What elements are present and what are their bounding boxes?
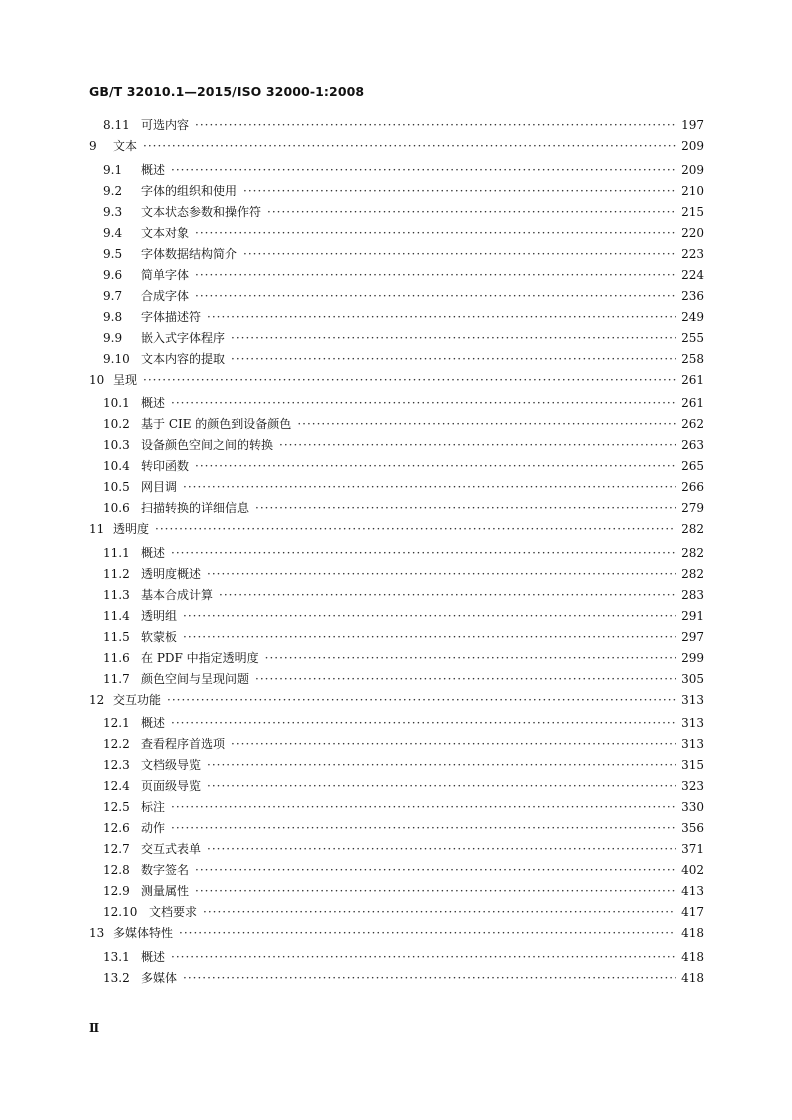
toc-entry-page: 255: [681, 330, 704, 345]
toc-entry-page: 282: [681, 545, 704, 560]
toc-entry-title: 透明度概述: [141, 566, 202, 581]
toc-entry-title: 基于 CIE 的颜色到设备颜色: [141, 417, 292, 432]
toc-entry-number: 12.8: [103, 863, 130, 878]
toc-leader-dots: [231, 352, 676, 366]
toc-entry-number: 9.6: [103, 267, 123, 282]
toc-entry-page: 356: [681, 821, 704, 836]
toc-entry[interactable]: [89, 266, 704, 287]
toc-entry-number: 11.5: [103, 629, 130, 644]
toc-entry-page: 413: [681, 884, 704, 899]
toc-entry-page: 371: [681, 842, 704, 857]
toc-entry-title: 概述: [141, 162, 166, 177]
toc-leader-dots: [207, 310, 676, 324]
toc-leader-dots: [297, 417, 676, 431]
toc-entry-title: 概述: [141, 396, 166, 411]
toc-entry-page: 417: [681, 905, 704, 920]
toc-entry-number: 10: [89, 372, 105, 387]
toc-entry-number: 11: [89, 522, 105, 537]
toc-entry-title: 设备颜色空间之间的转换: [141, 438, 274, 453]
toc-entry[interactable]: [89, 607, 704, 628]
toc-entry[interactable]: [89, 756, 704, 777]
toc-entry-number: 8.11: [103, 118, 130, 132]
toc-entry-number: 12.6: [103, 821, 130, 836]
toc-entry[interactable]: [89, 394, 704, 415]
toc-entry-page: 249: [681, 309, 704, 324]
toc-entry-number: 12.2: [103, 737, 130, 752]
toc-entry-page: 197: [681, 118, 704, 132]
toc-leader-dots: [195, 459, 676, 473]
toc-leader-dots: [203, 905, 676, 919]
toc-entry[interactable]: [89, 436, 704, 457]
toc-entry-number: 9.1: [103, 162, 123, 177]
toc-entry-number: 9.10: [103, 351, 130, 366]
toc-entry-title: 交互式表单: [141, 842, 202, 857]
toc-entry-title: 软蒙板: [141, 629, 178, 644]
toc-entry-title: 概述: [141, 716, 166, 731]
toc-leader-dots: [171, 950, 676, 964]
toc-leader-dots: [179, 926, 676, 940]
toc-entry-page: 210: [681, 183, 704, 198]
toc-entry[interactable]: [89, 544, 704, 565]
toc-entry-title: 嵌入式字体程序: [141, 330, 226, 345]
toc-entry[interactable]: [89, 882, 704, 903]
toc-entry-title: 交互功能: [113, 692, 162, 707]
toc-entry-page: 315: [681, 758, 704, 773]
toc-leader-dots: [195, 226, 676, 240]
toc-entry[interactable]: [89, 371, 704, 395]
toc-entry[interactable]: [89, 499, 704, 520]
toc-leader-dots: [207, 779, 676, 793]
toc-entry[interactable]: [89, 203, 704, 224]
toc-entry-title: 可选内容: [141, 118, 190, 132]
toc-leader-dots: [171, 821, 676, 835]
toc-leader-dots: [279, 438, 676, 452]
toc-entry[interactable]: [89, 182, 704, 203]
toc-entry-number: 10.5: [103, 480, 130, 495]
toc-entry-title: 网目调: [141, 480, 178, 495]
toc-entry[interactable]: [89, 245, 704, 266]
toc-entry-number: 10.1: [103, 396, 130, 411]
toc-entry-page: 402: [681, 863, 704, 878]
toc-entry[interactable]: [89, 798, 704, 819]
toc-entry-page: 305: [681, 671, 704, 686]
toc-entry-page: 209: [681, 162, 704, 177]
toc-entry-title: 测量属性: [141, 884, 190, 899]
toc-entry-page: 330: [681, 800, 704, 815]
toc-entry[interactable]: [89, 903, 704, 924]
toc-entry-page: 224: [681, 267, 704, 282]
toc-entry-page: 418: [681, 970, 704, 985]
toc-entry[interactable]: [89, 457, 704, 478]
toc-entry-number: 12: [89, 692, 105, 707]
toc-entry-number: 12.3: [103, 758, 130, 773]
toc-entry-title: 透明组: [141, 608, 178, 623]
toc-leader-dots: [243, 184, 676, 198]
toc-entry-number: 12.7: [103, 842, 130, 857]
toc-entry-title: 多媒体: [141, 970, 178, 985]
toc-leader-dots: [183, 480, 676, 494]
toc-entry-number: 13.1: [103, 949, 130, 964]
toc-leader-dots: [219, 588, 676, 602]
toc-entry-number: 10.6: [103, 501, 130, 516]
toc-entry[interactable]: [89, 520, 704, 544]
toc-leader-dots: [155, 522, 676, 536]
toc-entry-title: 字体数据结构简介: [141, 246, 238, 261]
toc-entry[interactable]: [89, 649, 704, 670]
toc-leader-dots: [171, 716, 676, 730]
toc-leader-dots: [195, 118, 676, 132]
toc-entry-number: 10.4: [103, 459, 130, 474]
table-of-contents: [89, 116, 704, 990]
toc-entry-page: 258: [681, 351, 704, 366]
toc-entry-page: 261: [681, 372, 704, 387]
toc-leader-dots: [195, 884, 676, 898]
toc-entry-page: 265: [681, 459, 704, 474]
toc-entry-title: 转印函数: [141, 459, 190, 474]
toc-entry[interactable]: [89, 137, 704, 161]
toc-entry-number: 11.2: [103, 566, 130, 581]
toc-entry-number: 9: [89, 139, 97, 153]
toc-entry-number: 9.9: [103, 330, 123, 345]
toc-entry[interactable]: [89, 478, 704, 499]
toc-entry-number: 11.1: [103, 545, 130, 560]
toc-leader-dots: [207, 758, 676, 772]
toc-entry-title: 字体的组织和使用: [141, 183, 238, 198]
toc-entry[interactable]: [89, 691, 704, 715]
toc-entry-page: 279: [681, 501, 704, 516]
toc-entry-number: 9.4: [103, 225, 123, 240]
toc-entry-title: 查看程序首选项: [141, 737, 226, 752]
page-header: GB/T 32010.1—2015/ISO 32000-1:2008: [89, 84, 365, 99]
toc-entry-page: 313: [681, 737, 704, 752]
toc-entry-number: 13.2: [103, 970, 130, 985]
toc-entry-title: 文档要求: [149, 905, 198, 920]
toc-entry[interactable]: [89, 924, 704, 948]
toc-leader-dots: [183, 971, 676, 985]
toc-entry-page: 283: [681, 587, 704, 602]
toc-leader-dots: [143, 373, 676, 387]
toc-entry-number: 9.7: [103, 288, 123, 303]
toc-entry-page: 297: [681, 629, 704, 644]
toc-leader-dots: [171, 163, 676, 177]
toc-entry-number: 13: [89, 926, 105, 941]
toc-entry-number: 9.5: [103, 246, 123, 261]
toc-entry-title: 数字签名: [141, 863, 190, 878]
toc-entry-number: 12.5: [103, 800, 130, 815]
toc-entry-page: 215: [681, 204, 704, 219]
toc-entry[interactable]: [89, 287, 704, 308]
toc-entry[interactable]: [89, 735, 704, 756]
toc-entry-title: 标注: [141, 800, 166, 815]
toc-leader-dots: [207, 842, 676, 856]
toc-leader-dots: [265, 651, 676, 665]
toc-entry[interactable]: [89, 840, 704, 861]
toc-leader-dots: [171, 546, 676, 560]
toc-entry-page: 313: [681, 716, 704, 731]
toc-leader-dots: [195, 268, 676, 282]
toc-entry-title: 文本内容的提取: [141, 351, 226, 366]
toc-entry-page: 261: [681, 396, 704, 411]
toc-entry-number: 10.2: [103, 417, 130, 432]
toc-entry-number: 11.4: [103, 608, 130, 623]
toc-entry-number: 12.9: [103, 884, 130, 899]
toc-entry[interactable]: [89, 224, 704, 245]
toc-leader-dots: [243, 247, 676, 261]
toc-entry-page: 282: [681, 522, 704, 537]
toc-leader-dots: [195, 289, 676, 303]
toc-leader-dots: [183, 630, 676, 644]
toc-entry-number: 11.3: [103, 587, 130, 602]
toc-entry-page: 263: [681, 438, 704, 453]
toc-leader-dots: [255, 672, 676, 686]
toc-entry-number: 11.6: [103, 650, 130, 665]
toc-entry[interactable]: [89, 969, 704, 990]
toc-entry[interactable]: [89, 565, 704, 586]
toc-entry[interactable]: [89, 116, 704, 137]
toc-entry-number: 12.10: [103, 905, 138, 920]
toc-entry[interactable]: [89, 161, 704, 182]
toc-entry-title: 合成字体: [141, 288, 190, 303]
toc-entry[interactable]: [89, 329, 704, 350]
toc-entry[interactable]: [89, 350, 704, 371]
toc-entry-page: 323: [681, 779, 704, 794]
toc-entry-number: 12.1: [103, 716, 130, 731]
toc-entry-title: 动作: [141, 821, 166, 836]
toc-entry-number: 10.3: [103, 438, 130, 453]
toc-entry[interactable]: [89, 861, 704, 882]
toc-entry-number: 12.4: [103, 779, 130, 794]
toc-entry-title: 概述: [141, 949, 166, 964]
toc-leader-dots: [231, 737, 676, 751]
toc-leader-dots: [167, 693, 676, 707]
toc-entry-number: 11.7: [103, 671, 130, 686]
toc-entry-page: 266: [681, 480, 704, 495]
toc-entry-title: 文档级导览: [141, 758, 202, 773]
toc-entry-title: 页面级导览: [141, 779, 202, 794]
toc-entry-page: 282: [681, 566, 704, 581]
toc-entry-number: 9.2: [103, 183, 123, 198]
toc-leader-dots: [195, 863, 676, 877]
toc-entry-page: 418: [681, 926, 704, 941]
toc-entry-title: 文本: [113, 139, 138, 153]
toc-leader-dots: [207, 567, 676, 581]
toc-entry[interactable]: [89, 586, 704, 607]
toc-entry-page: 313: [681, 692, 704, 707]
toc-leader-dots: [143, 139, 676, 153]
toc-entry-title: 颜色空间与呈现问题: [141, 671, 250, 686]
toc-entry[interactable]: [89, 777, 704, 798]
toc-entry-title: 概述: [141, 545, 166, 560]
toc-entry-page: 223: [681, 246, 704, 261]
toc-entry-title: 在 PDF 中指定透明度: [141, 650, 259, 665]
toc-entry[interactable]: [89, 628, 704, 649]
toc-leader-dots: [171, 396, 676, 410]
toc-entry-number: 9.3: [103, 204, 123, 219]
toc-entry[interactable]: [89, 948, 704, 969]
toc-entry-title: 文本对象: [141, 225, 190, 240]
toc-entry-title: 文本状态参数和操作符: [141, 204, 262, 219]
toc-entry-page: 209: [681, 139, 704, 153]
toc-leader-dots: [267, 205, 676, 219]
toc-leader-dots: [171, 800, 676, 814]
toc-entry-title: 呈现: [113, 372, 138, 387]
toc-entry-title: 透明度: [113, 522, 150, 537]
toc-entry-title: 简单字体: [141, 267, 190, 282]
toc-leader-dots: [183, 609, 676, 623]
page-number: Ⅱ: [89, 1021, 100, 1035]
toc-entry-page: 291: [681, 608, 704, 623]
toc-entry[interactable]: [89, 415, 704, 436]
toc-entry-page: 299: [681, 650, 704, 665]
toc-entry-page: 418: [681, 949, 704, 964]
toc-entry-title: 多媒体特性: [113, 926, 174, 941]
toc-entry-number: 9.8: [103, 309, 123, 324]
toc-entry[interactable]: [89, 714, 704, 735]
toc-entry-page: 262: [681, 417, 704, 432]
toc-leader-dots: [255, 501, 676, 515]
toc-leader-dots: [231, 331, 676, 345]
toc-entry-title: 字体描述符: [141, 309, 202, 324]
toc-entry-page: 220: [681, 225, 704, 240]
toc-entry-title: 基本合成计算: [141, 587, 214, 602]
toc-entry[interactable]: [89, 308, 704, 329]
toc-entry[interactable]: [89, 819, 704, 840]
toc-entry[interactable]: [89, 670, 704, 691]
toc-entry-page: 236: [681, 288, 704, 303]
toc-entry-title: 扫描转换的详细信息: [141, 501, 250, 516]
